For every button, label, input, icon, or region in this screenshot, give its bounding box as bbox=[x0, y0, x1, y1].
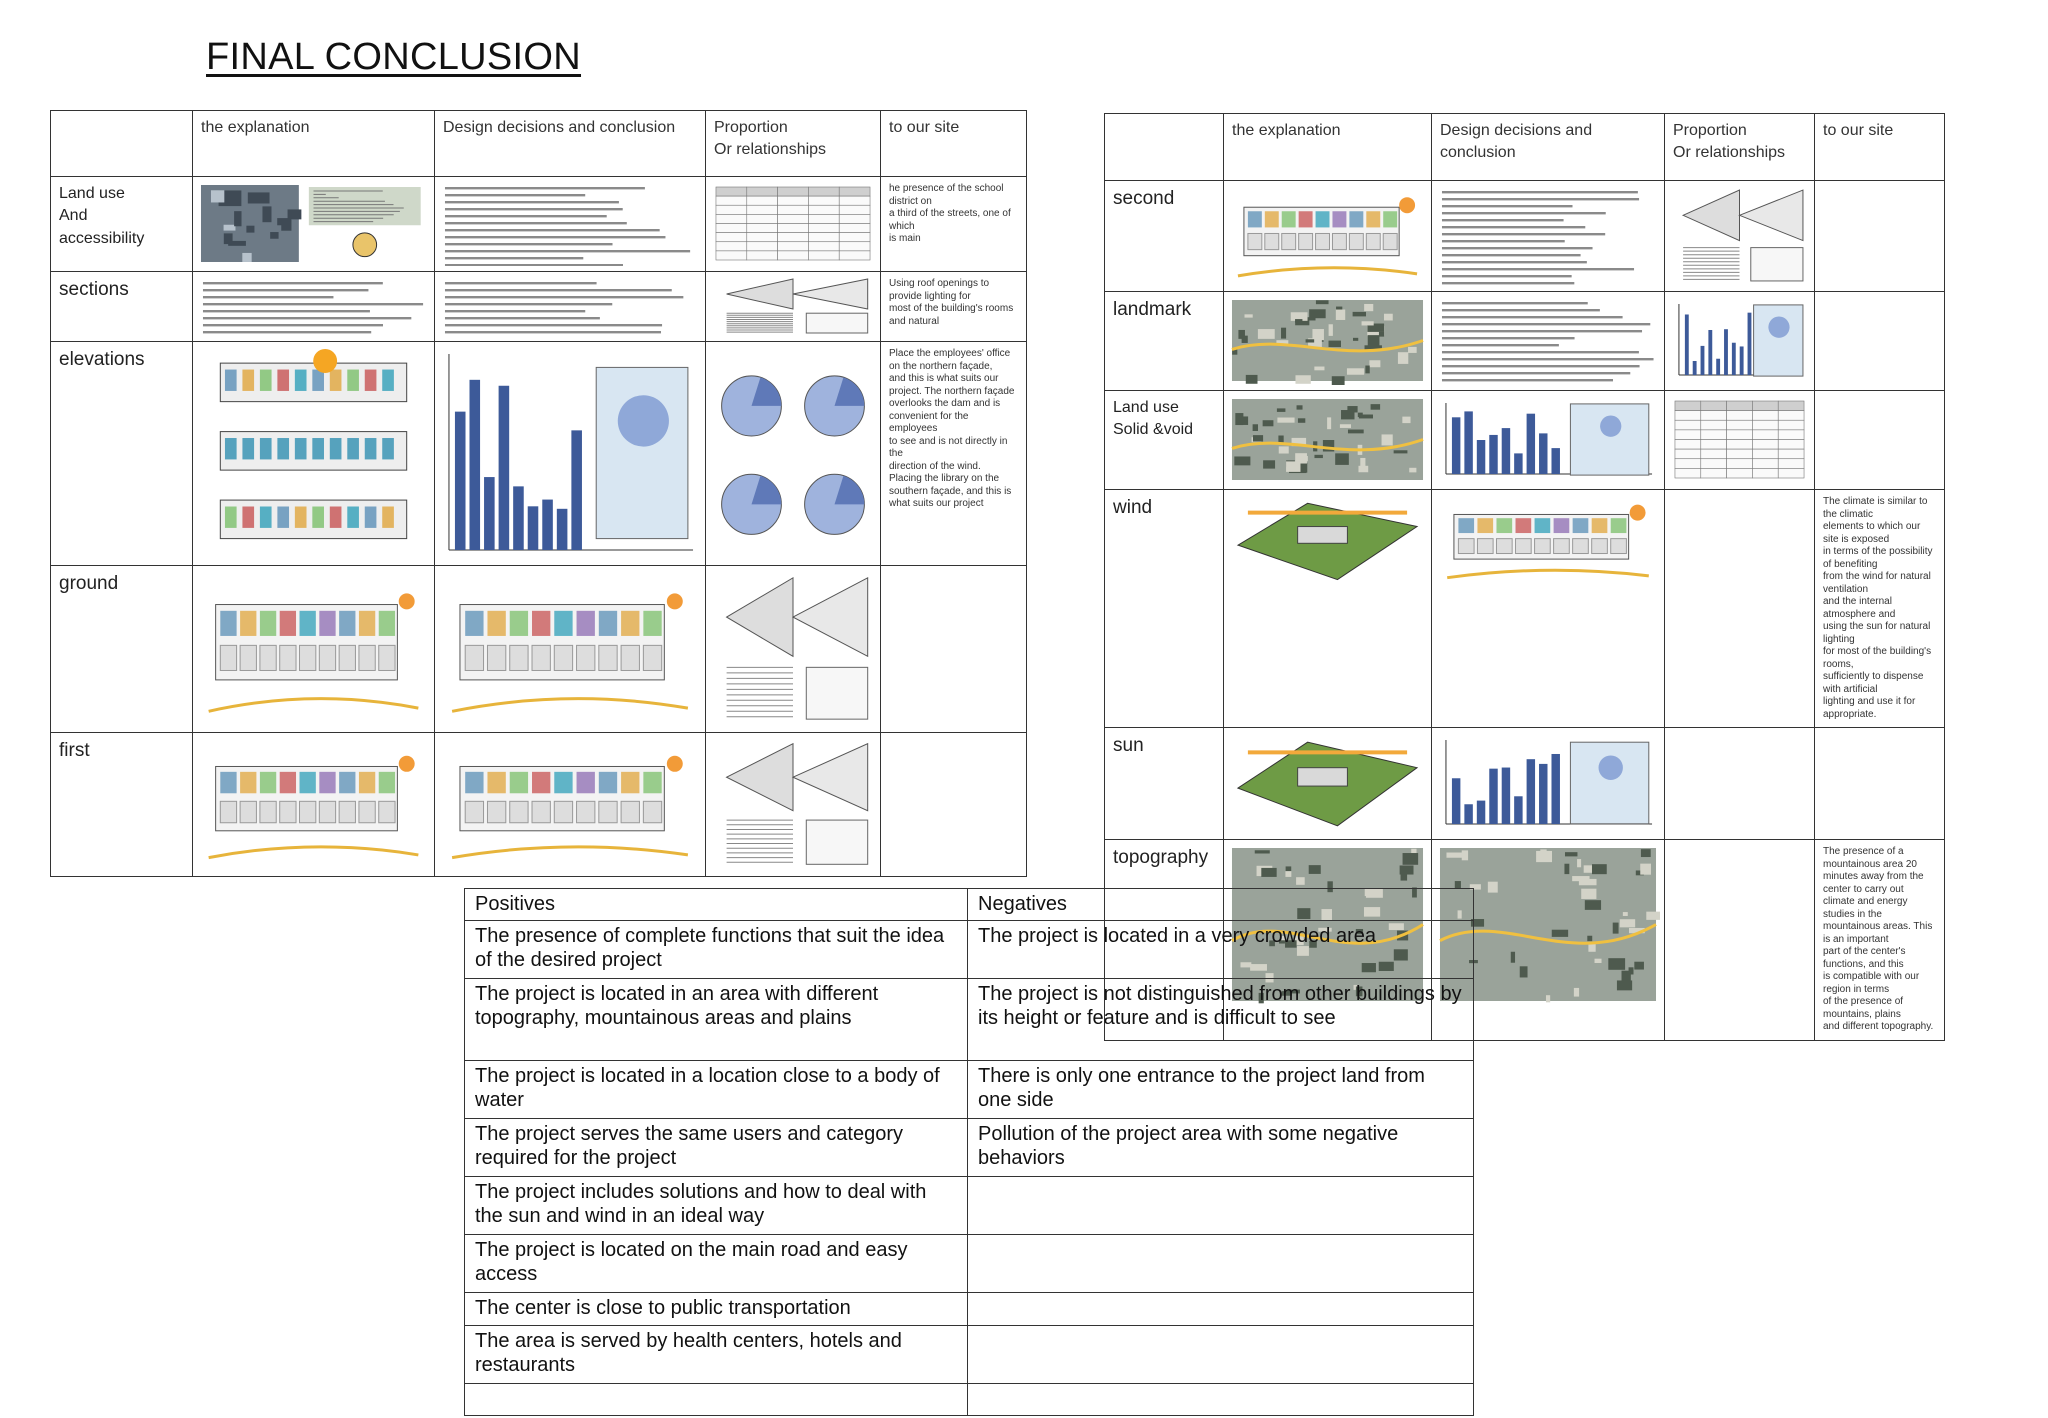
site-note bbox=[1815, 292, 1945, 391]
left-matrix-row bbox=[51, 177, 1027, 272]
negative-cell bbox=[968, 1293, 1474, 1326]
positives-header: Positives bbox=[465, 889, 968, 921]
header-design-decisions: Design decisions and conclusion bbox=[1432, 114, 1665, 181]
left-matrix-row bbox=[51, 733, 1027, 877]
row-label: Land use And accessibility bbox=[51, 177, 193, 272]
design-decision-image bbox=[435, 733, 706, 877]
pn-header-row bbox=[465, 889, 1474, 921]
pn-row bbox=[465, 1119, 1474, 1177]
negative-cell: The project is located in a very crowded area bbox=[968, 921, 1474, 979]
left-matrix-header-row bbox=[51, 111, 1027, 177]
right-matrix-row bbox=[1105, 728, 1945, 840]
positive-cell: The area is served by health centers, hotels and restaurants bbox=[465, 1326, 968, 1384]
empty-cell bbox=[1665, 840, 1815, 1041]
row-label: second bbox=[1105, 181, 1224, 292]
header-explanation: the explanation bbox=[193, 111, 435, 177]
negative-cell bbox=[968, 1235, 1474, 1293]
pn-row bbox=[465, 921, 1474, 979]
site-note bbox=[881, 566, 1027, 733]
site-note bbox=[1815, 391, 1945, 490]
design-decision-image bbox=[1432, 292, 1665, 391]
header-proportion: Proportion Or relationships bbox=[1665, 114, 1815, 181]
pn-row bbox=[465, 1326, 1474, 1384]
proportion-image bbox=[706, 342, 881, 566]
proportion-image bbox=[1665, 292, 1815, 391]
pn-row bbox=[465, 979, 1474, 1061]
explanation-image bbox=[1224, 391, 1432, 490]
negative-cell bbox=[968, 1384, 1474, 1416]
design-decision-image bbox=[1432, 490, 1665, 728]
row-label: ground bbox=[51, 566, 193, 733]
empty-cell bbox=[1665, 490, 1815, 728]
header-to-our-site: to our site bbox=[1815, 114, 1945, 181]
site-note: The presence of a mountainous area 20 minutes away from the center to carry out climate and energy studies in the mountainous areas. This is an important part of the center's functions, and this is compatible with our region in terms of the presence of mountains, plains and different topography. bbox=[1815, 840, 1945, 1041]
positive-cell: The center is close to public transportation bbox=[465, 1293, 968, 1326]
design-decision-image bbox=[435, 342, 706, 566]
proportion-image bbox=[1665, 391, 1815, 490]
negatives-header: Negatives bbox=[968, 889, 1474, 921]
pn-row bbox=[465, 1177, 1474, 1235]
site-note: he presence of the school district on a third of the streets, one of which is main bbox=[881, 177, 1027, 272]
explanation-image bbox=[193, 272, 435, 342]
negative-cell: Pollution of the project area with some negative behaviors bbox=[968, 1119, 1474, 1177]
left-matrix-row bbox=[51, 272, 1027, 342]
design-decision-image bbox=[435, 566, 706, 733]
design-decision-image bbox=[435, 177, 706, 272]
negative-cell bbox=[968, 1177, 1474, 1235]
left-analysis-matrix bbox=[50, 110, 1027, 877]
explanation-image bbox=[1224, 181, 1432, 292]
header-to-our-site: to our site bbox=[881, 111, 1027, 177]
positive-cell: The project is located in an area with different topography, mountainous areas and plains bbox=[465, 979, 968, 1061]
explanation-image bbox=[193, 177, 435, 272]
positive-cell: The project is located in a location close to a body of water bbox=[465, 1061, 968, 1119]
positives-negatives-table bbox=[464, 888, 1474, 1416]
negative-cell: The project is not distinguished from other buildings by its height or feature and is difficult to see bbox=[968, 979, 1474, 1061]
positive-cell: The project serves the same users and category required for the project bbox=[465, 1119, 968, 1177]
pn-row bbox=[465, 1235, 1474, 1293]
right-matrix-row bbox=[1105, 391, 1945, 490]
design-decision-image bbox=[1432, 391, 1665, 490]
row-label: Land use Solid &void bbox=[1105, 391, 1224, 490]
explanation-image bbox=[1224, 728, 1432, 840]
site-note bbox=[1815, 181, 1945, 292]
row-label: landmark bbox=[1105, 292, 1224, 391]
positive-cell: The project includes solutions and how to deal with the sun and wind in an ideal way bbox=[465, 1177, 968, 1235]
negative-cell bbox=[968, 1326, 1474, 1384]
empty-cell bbox=[1665, 728, 1815, 840]
explanation-image bbox=[193, 566, 435, 733]
pn-row bbox=[465, 1384, 1474, 1416]
right-matrix-row bbox=[1105, 181, 1945, 292]
design-decision-image bbox=[435, 272, 706, 342]
row-label: sun bbox=[1105, 728, 1224, 840]
site-note bbox=[1815, 728, 1945, 840]
pn-row bbox=[465, 1061, 1474, 1119]
design-decision-image bbox=[1432, 728, 1665, 840]
page-title: FINAL CONCLUSION bbox=[206, 36, 582, 78]
header-explanation: the explanation bbox=[1224, 114, 1432, 181]
positive-cell bbox=[465, 1384, 968, 1416]
site-note: Place the employees' office on the northern façade, and this is what suits our project. The northern façade overlooks the dam and is convenient for the employees to see and is not directly in the direction of the wind. Placing the library on the southern façade, and this is what suits our project bbox=[881, 342, 1027, 566]
right-matrix-corner-cell bbox=[1105, 114, 1224, 181]
pn-row bbox=[465, 1293, 1474, 1326]
header-proportion: Proportion Or relationships bbox=[706, 111, 881, 177]
row-label: elevations bbox=[51, 342, 193, 566]
row-label: sections bbox=[51, 272, 193, 342]
right-matrix-header-row bbox=[1105, 114, 1945, 181]
row-label: first bbox=[51, 733, 193, 877]
positive-cell: The presence of complete functions that suit the idea of the desired project bbox=[465, 921, 968, 979]
positive-cell: The project is located on the main road and easy access bbox=[465, 1235, 968, 1293]
design-decision-image bbox=[1432, 181, 1665, 292]
proportion-image bbox=[706, 177, 881, 272]
left-matrix-corner-cell bbox=[51, 111, 193, 177]
explanation-image bbox=[193, 342, 435, 566]
explanation-image bbox=[193, 733, 435, 877]
row-label: topography bbox=[1105, 840, 1224, 1041]
left-matrix-row bbox=[51, 342, 1027, 566]
proportion-image bbox=[706, 566, 881, 733]
proportion-image bbox=[706, 272, 881, 342]
explanation-image bbox=[1224, 490, 1432, 728]
right-matrix-row bbox=[1105, 490, 1945, 728]
site-note: Using roof openings to provide lighting for most of the building's rooms and natural bbox=[881, 272, 1027, 342]
left-matrix-row bbox=[51, 566, 1027, 733]
proportion-image bbox=[706, 733, 881, 877]
site-note: The climate is similar to the climatic elements to which our site is exposed in terms of the possibility of benefiting from the wind for natural ventilation and the internal atmosphere and using the sun for natural lighting for most of the building's rooms, sufficiently to dispense with artificial lighting and use it for appropriate. bbox=[1815, 490, 1945, 728]
site-note bbox=[881, 733, 1027, 877]
row-label: wind bbox=[1105, 490, 1224, 728]
negative-cell: There is only one entrance to the project land from one side bbox=[968, 1061, 1474, 1119]
right-matrix-row bbox=[1105, 292, 1945, 391]
explanation-image bbox=[1224, 292, 1432, 391]
header-design-decisions: Design decisions and conclusion bbox=[435, 111, 706, 177]
proportion-image bbox=[1665, 181, 1815, 292]
